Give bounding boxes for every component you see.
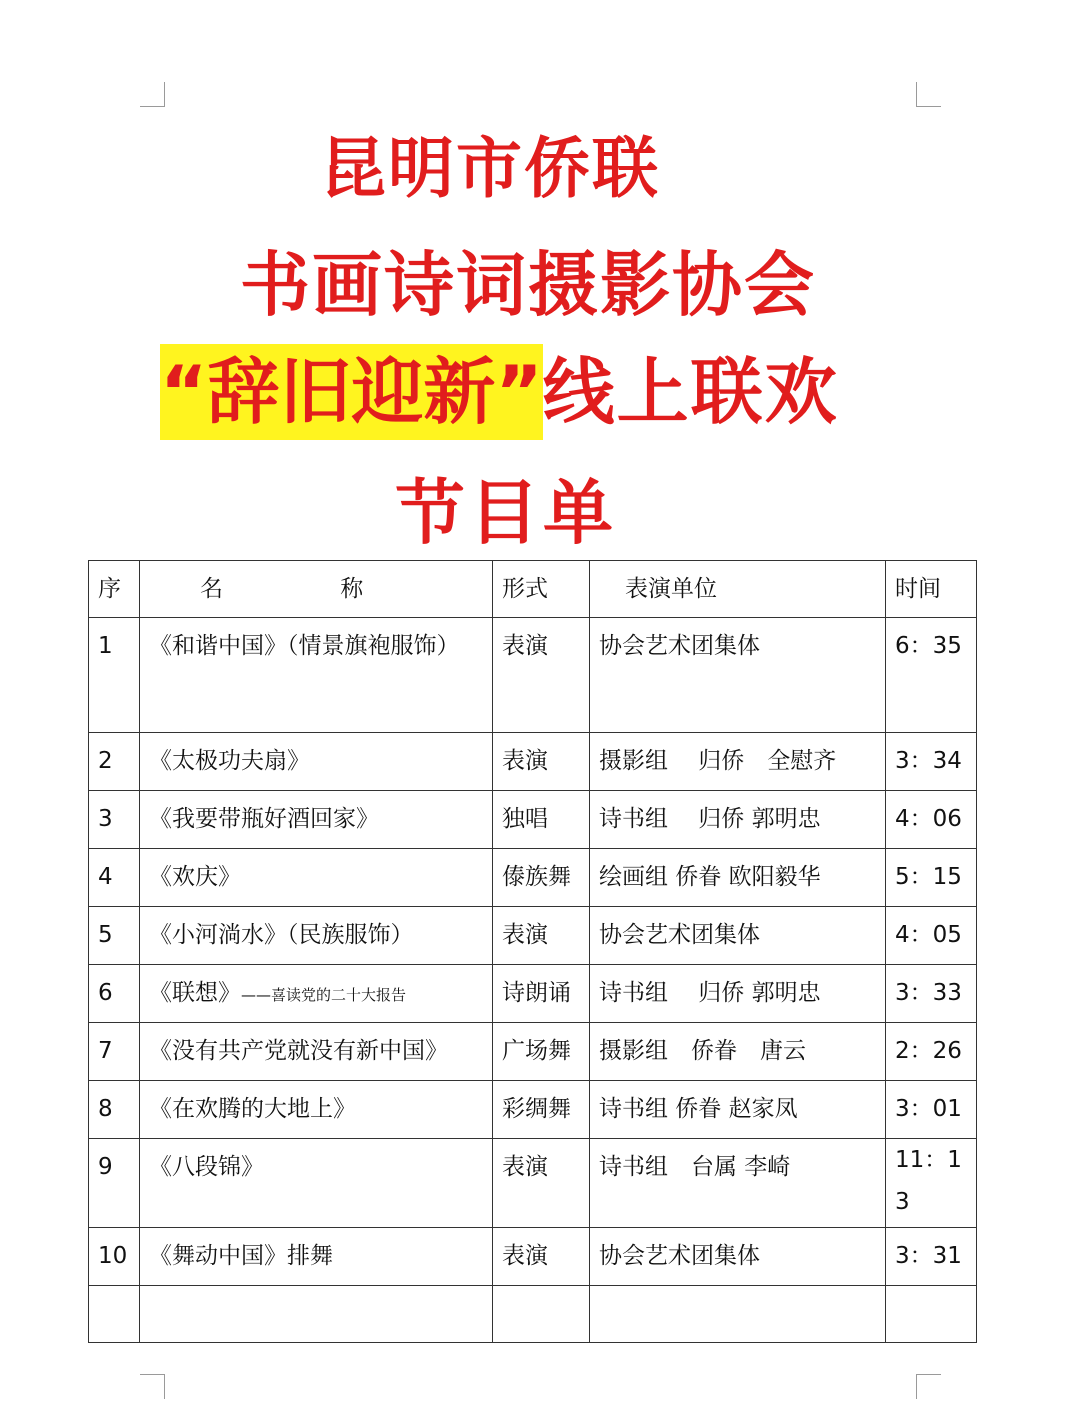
row-performer-cell: 协会艺术团集体: [590, 1228, 886, 1286]
row-name-cell: [140, 733, 493, 791]
row-time-cell: 5：15: [886, 849, 977, 907]
row-num-cell: 9: [89, 1139, 140, 1228]
program-title: 《我要带瓶好酒回家》: [149, 806, 379, 832]
program-table: [88, 560, 977, 1343]
row-performer-cell: 诗书组 台属 李崎: [590, 1139, 886, 1228]
row-form-cell: 独唱: [493, 791, 590, 849]
row-name-cell: [140, 849, 493, 907]
row-performer-cell: 诗书组 侨眷 赵家凤: [590, 1081, 886, 1139]
row-time-cell: 6：35: [886, 618, 977, 733]
program-subtitle: ——喜读党的二十大报告: [241, 986, 407, 1004]
row-form-cell: 表演: [493, 733, 590, 791]
row-performer-cell: 诗书组 归侨 郭明忠: [590, 791, 886, 849]
empty-cell: [590, 1286, 886, 1343]
row-form-cell: 表演: [493, 618, 590, 733]
row-num-cell: 2: [89, 733, 140, 791]
row-time-cell: 11：13: [886, 1139, 977, 1228]
header-num: 序: [89, 561, 140, 618]
row-num-cell: 6: [89, 965, 140, 1023]
program-title: 《在欢腾的大地上》: [149, 1096, 356, 1122]
row-num-cell: 3: [89, 791, 140, 849]
table-row: [89, 1023, 977, 1081]
table-row: [89, 849, 977, 907]
empty-cell: [886, 1286, 977, 1343]
row-name-cell: [140, 1081, 493, 1139]
row-form-cell: 彩绸舞: [493, 1081, 590, 1139]
table-row: [89, 907, 977, 965]
row-performer-cell: 协会艺术团集体: [590, 618, 886, 733]
row-form-cell: 诗朗诵: [493, 965, 590, 1023]
table-row: [89, 733, 977, 791]
row-time-cell: 2：26: [886, 1023, 977, 1081]
row-form-cell: 傣族舞: [493, 849, 590, 907]
table-row: [89, 965, 977, 1023]
program-title: 《太极功夫扇》: [149, 748, 310, 774]
row-performer-cell: 诗书组 归侨 郭明忠: [590, 965, 886, 1023]
row-name-cell: [140, 1228, 493, 1286]
row-time-cell: 3：33: [886, 965, 977, 1023]
row-time-cell: 3：34: [886, 733, 977, 791]
row-performer-cell: 摄影组 侨眷 唐云: [590, 1023, 886, 1081]
empty-cell: [89, 1286, 140, 1343]
row-name-cell: [140, 965, 493, 1023]
table-row: [89, 618, 977, 733]
program-title: 《和谐中国》（情景旗袍服饰）: [149, 633, 460, 659]
table-body: [89, 618, 977, 1343]
table-header-row: [89, 561, 977, 618]
crop-mark-top-left: [140, 82, 165, 107]
row-name-cell: [140, 618, 493, 733]
table-row: [89, 1139, 977, 1228]
crop-mark-bottom-right: [916, 1374, 941, 1399]
program-title: 《欢庆》: [149, 864, 241, 890]
row-time-cell: 4：06: [886, 791, 977, 849]
row-num-cell: 1: [89, 618, 140, 733]
program-title: 《没有共产党就没有新中国》: [149, 1038, 448, 1064]
table-row: [89, 1228, 977, 1286]
row-performer-cell: 摄影组 归侨 全慰齐: [590, 733, 886, 791]
row-form-cell: 表演: [493, 907, 590, 965]
header-time: 时间: [886, 561, 977, 618]
title-event-rest: 线上联欢: [542, 350, 839, 434]
program-title: 《小河淌水》（民族服饰）: [149, 922, 414, 948]
program-title: 《舞动中国》排舞: [149, 1243, 333, 1269]
program-title: 《联想》: [149, 980, 241, 1006]
row-name-cell: [140, 1139, 493, 1228]
crop-mark-bottom-left: [140, 1374, 165, 1399]
table-row-empty: [89, 1286, 977, 1343]
row-num-cell: 10: [89, 1228, 140, 1286]
crop-mark-top-right: [916, 82, 941, 107]
title-event-highlight: “辞旧迎: [160, 344, 423, 440]
empty-cell: [140, 1286, 493, 1343]
header-name: 名 称: [140, 561, 493, 618]
row-time-cell: 4：05: [886, 907, 977, 965]
title-program-list: 节目单: [395, 472, 617, 554]
row-time-cell: 3：31: [886, 1228, 977, 1286]
row-form-cell: 表演: [493, 1228, 590, 1286]
row-num-cell: 8: [89, 1081, 140, 1139]
row-num-cell: 5: [89, 907, 140, 965]
row-name-cell: [140, 1023, 493, 1081]
table-row: [89, 791, 977, 849]
row-form-cell: 广场舞: [493, 1023, 590, 1081]
empty-cell: [493, 1286, 590, 1343]
title-event-highlight-close: ”: [495, 344, 542, 440]
row-num-cell: 7: [89, 1023, 140, 1081]
row-performer-cell: 绘画组 侨眷 欧阳毅华: [590, 849, 886, 907]
header-form: 形式: [493, 561, 590, 618]
title-event: [160, 350, 839, 434]
row-form-cell: 表演: [493, 1139, 590, 1228]
row-performer-cell: 协会艺术团集体: [590, 907, 886, 965]
row-num-cell: 4: [89, 849, 140, 907]
row-name-cell: [140, 907, 493, 965]
title-organization: 昆明市侨联: [320, 130, 660, 207]
table-row: [89, 1081, 977, 1139]
row-name-cell: [140, 791, 493, 849]
header-performer: 表演单位: [590, 561, 886, 618]
title-association: 书画诗词摄影协会: [240, 244, 816, 326]
title-event-highlight-char: 新: [423, 344, 495, 440]
row-time-cell: 3：01: [886, 1081, 977, 1139]
program-title: 《八段锦》: [149, 1154, 264, 1180]
